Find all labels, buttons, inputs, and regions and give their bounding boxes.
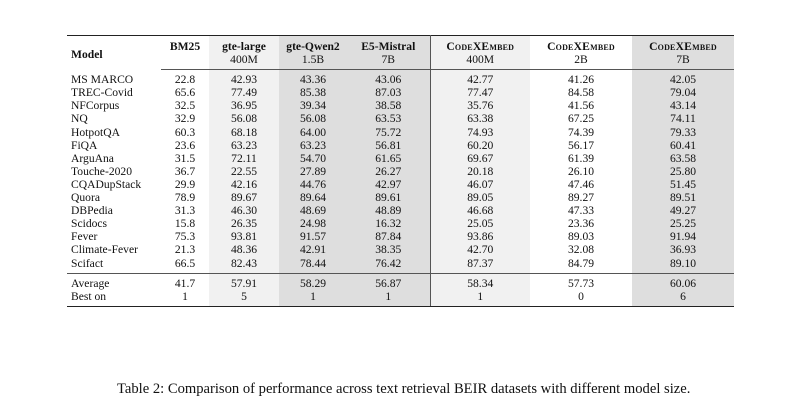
score-cell: 61.39: [567, 151, 595, 165]
score-cell: 38.35: [347, 243, 430, 256]
score-cell: 69.67: [430, 152, 530, 165]
score-cell: 72.11: [209, 152, 279, 165]
score-cell: 56.08: [209, 112, 279, 125]
score-cell: 21.3: [174, 243, 196, 257]
summary-cell: 56.87: [347, 273, 430, 290]
summary-cell: 6: [632, 290, 734, 307]
header-row-sizes: [67, 53, 734, 70]
score-cell: 31.5: [174, 151, 196, 165]
summary-cell: 0: [530, 290, 632, 307]
score-cell: 89.05: [430, 191, 530, 204]
column-header-size: 400M: [209, 53, 279, 70]
score-cell: 36.93: [632, 243, 734, 256]
summary-label: Best on: [67, 290, 161, 307]
score-cell: 26.27: [347, 165, 430, 178]
score-cell: 93.81: [209, 230, 279, 243]
score-cell: 67.25: [567, 112, 595, 126]
summary-cell: 57.73: [567, 276, 595, 290]
score-cell: 23.6: [174, 138, 196, 152]
score-cell: 41.56: [567, 99, 595, 113]
model-column-header: Model: [67, 36, 161, 70]
table-row: [67, 217, 734, 230]
score-cell: 42.91: [279, 243, 347, 256]
dataset-name: Climate-Fever: [71, 243, 138, 257]
score-cell: 78.9: [174, 191, 196, 205]
column-header-size: 7B: [632, 53, 734, 70]
score-cell: 27.89: [279, 165, 347, 178]
header-row-names: [67, 36, 734, 54]
score-cell: 91.57: [279, 230, 347, 243]
table-row: [67, 86, 734, 99]
score-cell: 25.05: [430, 217, 530, 230]
dataset-name: TREC-Covid: [71, 86, 133, 100]
dataset-name: Scidocs: [71, 217, 108, 231]
score-cell: 24.98: [279, 217, 347, 230]
summary-label: Average: [71, 276, 110, 290]
dataset-name: Touche-2020: [71, 164, 133, 178]
score-cell: 43.14: [632, 99, 734, 112]
summary-cell: 41.7: [174, 276, 196, 290]
column-header-size: 400M: [430, 53, 530, 70]
score-cell: 89.67: [209, 191, 279, 204]
dataset-name: Scifact: [67, 257, 161, 274]
score-cell: 36.7: [174, 164, 196, 178]
score-cell: 77.47: [430, 86, 530, 99]
score-cell: 42.16: [209, 178, 279, 191]
score-cell: 68.18: [209, 126, 279, 139]
score-cell: 93.86: [430, 230, 530, 243]
score-cell: 41.26: [567, 73, 595, 87]
score-cell: 63.53: [347, 112, 430, 125]
column-header-size: 2B: [530, 53, 632, 70]
score-cell: 63.23: [279, 139, 347, 152]
score-cell: 84.79: [530, 257, 632, 274]
score-cell: 91.94: [632, 230, 734, 243]
score-cell: 25.80: [632, 165, 734, 178]
table-row: [67, 165, 734, 178]
score-cell: 16.32: [347, 217, 430, 230]
column-header-size: 7B: [347, 53, 430, 70]
score-cell: 87.84: [347, 230, 430, 243]
score-cell: 42.93: [209, 70, 279, 87]
score-cell: 63.23: [209, 139, 279, 152]
score-cell: 43.36: [279, 70, 347, 87]
table-row: [67, 257, 734, 274]
score-cell: 56.81: [347, 139, 430, 152]
score-cell: 48.69: [279, 204, 347, 217]
dataset-name: DBPedia: [71, 204, 113, 218]
score-cell: 56.17: [567, 138, 595, 152]
score-cell: 74.11: [632, 112, 734, 125]
score-cell: 56.08: [279, 112, 347, 125]
table-row: [67, 204, 734, 217]
score-cell: 22.8: [174, 73, 196, 87]
score-cell: 63.58: [632, 152, 734, 165]
score-cell: 49.27: [632, 204, 734, 217]
score-cell: 65.6: [174, 86, 196, 100]
score-cell: 75.72: [347, 126, 430, 139]
score-cell: 76.42: [347, 257, 430, 274]
column-header-name: E5-Mistral: [347, 36, 430, 54]
score-cell: 25.25: [632, 217, 734, 230]
score-cell: 42.70: [430, 243, 530, 256]
dataset-name: Fever: [71, 230, 98, 244]
score-cell: 89.51: [632, 191, 734, 204]
dataset-name: ArguAna: [71, 151, 114, 165]
column-header-name: CodeXEmbed: [430, 36, 530, 54]
column-header-name: CodeXEmbed: [632, 36, 734, 54]
score-cell: 87.03: [347, 86, 430, 99]
score-cell: 74.39: [567, 125, 595, 139]
summary-cell: 1: [161, 290, 209, 307]
score-cell: 77.49: [209, 86, 279, 99]
table-row: [67, 152, 734, 165]
score-cell: 60.41: [632, 139, 734, 152]
dataset-name: Quora: [71, 191, 100, 205]
summary-cell: 5: [209, 290, 279, 307]
score-cell: 32.9: [174, 112, 196, 126]
column-header-name: gte-Qwen2: [279, 36, 347, 54]
score-cell: 42.77: [430, 70, 530, 87]
table-row: [67, 139, 734, 152]
score-cell: 87.37: [430, 257, 530, 274]
score-cell: 20.18: [430, 165, 530, 178]
score-cell: 39.34: [279, 99, 347, 112]
best-on-row: [67, 290, 734, 307]
score-cell: 89.03: [567, 230, 595, 244]
column-header-size: [161, 53, 209, 70]
score-cell: 38.58: [347, 99, 430, 112]
table-row: [67, 99, 734, 112]
table-row: [67, 126, 734, 139]
score-cell: 78.44: [279, 257, 347, 274]
column-header-name: gte-large: [209, 36, 279, 54]
score-cell: 89.10: [632, 257, 734, 274]
summary-cell: 1: [279, 290, 347, 307]
average-row: [67, 273, 734, 290]
score-cell: 60.20: [430, 139, 530, 152]
dataset-name: MS MARCO: [71, 72, 134, 86]
score-cell: 63.38: [430, 112, 530, 125]
score-cell: 79.04: [632, 86, 734, 99]
results-table: [67, 35, 734, 307]
score-cell: 74.93: [430, 126, 530, 139]
results-table-container: [67, 35, 734, 307]
score-cell: 35.76: [430, 99, 530, 112]
score-cell: 23.36: [567, 217, 595, 231]
score-cell: 47.33: [567, 204, 595, 218]
summary-cell: 58.29: [279, 273, 347, 290]
dataset-name: NFCorpus: [71, 99, 120, 113]
column-header-size: 1.5B: [279, 53, 347, 70]
dataset-name: CQADupStack: [71, 177, 142, 191]
score-cell: 82.43: [209, 257, 279, 274]
score-cell: 46.30: [209, 204, 279, 217]
table-row: [67, 230, 734, 243]
column-header-name: CodeXEmbed: [530, 36, 632, 54]
score-cell: 48.89: [347, 204, 430, 217]
score-cell: 43.06: [347, 70, 430, 87]
score-cell: 47.46: [567, 177, 595, 191]
score-cell: 29.9: [174, 177, 196, 191]
score-cell: 54.70: [279, 152, 347, 165]
table-row: [67, 178, 734, 191]
score-cell: 32.08: [567, 243, 595, 257]
score-cell: 79.33: [632, 126, 734, 139]
dataset-name: FiQA: [71, 138, 98, 152]
score-cell: 89.27: [567, 191, 595, 205]
score-cell: 66.5: [161, 257, 209, 274]
score-cell: 48.36: [209, 243, 279, 256]
table-row: [67, 243, 734, 256]
score-cell: 61.65: [347, 152, 430, 165]
summary-cell: 1: [347, 290, 430, 307]
table-row: [67, 70, 734, 87]
summary-cell: 1: [430, 290, 530, 307]
score-cell: 89.61: [347, 191, 430, 204]
summary-cell: 60.06: [632, 273, 734, 290]
score-cell: 26.35: [209, 217, 279, 230]
score-cell: 51.45: [632, 178, 734, 191]
score-cell: 85.38: [279, 86, 347, 99]
score-cell: 60.3: [174, 125, 196, 139]
dataset-name: NQ: [71, 112, 88, 126]
score-cell: 84.58: [567, 86, 595, 100]
score-cell: 26.10: [567, 164, 595, 178]
table-row: [67, 191, 734, 204]
score-cell: 31.3: [174, 204, 196, 218]
table-caption: Table 2: Comparison of performance across text retrieval BEIR datasets with different model size.: [117, 381, 691, 397]
score-cell: 32.5: [174, 99, 196, 113]
score-cell: 44.76: [279, 178, 347, 191]
column-header-name: BM25: [161, 36, 209, 54]
score-cell: 75.3: [174, 230, 196, 244]
score-cell: 22.55: [209, 165, 279, 178]
summary-cell: 57.91: [209, 273, 279, 290]
score-cell: 42.97: [347, 178, 430, 191]
table-row: [67, 112, 734, 125]
score-cell: 89.64: [279, 191, 347, 204]
score-cell: 36.95: [209, 99, 279, 112]
summary-cell: 58.34: [430, 273, 530, 290]
score-cell: 15.8: [174, 217, 196, 231]
dataset-name: HotpotQA: [71, 125, 120, 139]
score-cell: 46.68: [430, 204, 530, 217]
score-cell: 46.07: [430, 178, 530, 191]
score-cell: 42.05: [632, 70, 734, 87]
score-cell: 64.00: [279, 126, 347, 139]
